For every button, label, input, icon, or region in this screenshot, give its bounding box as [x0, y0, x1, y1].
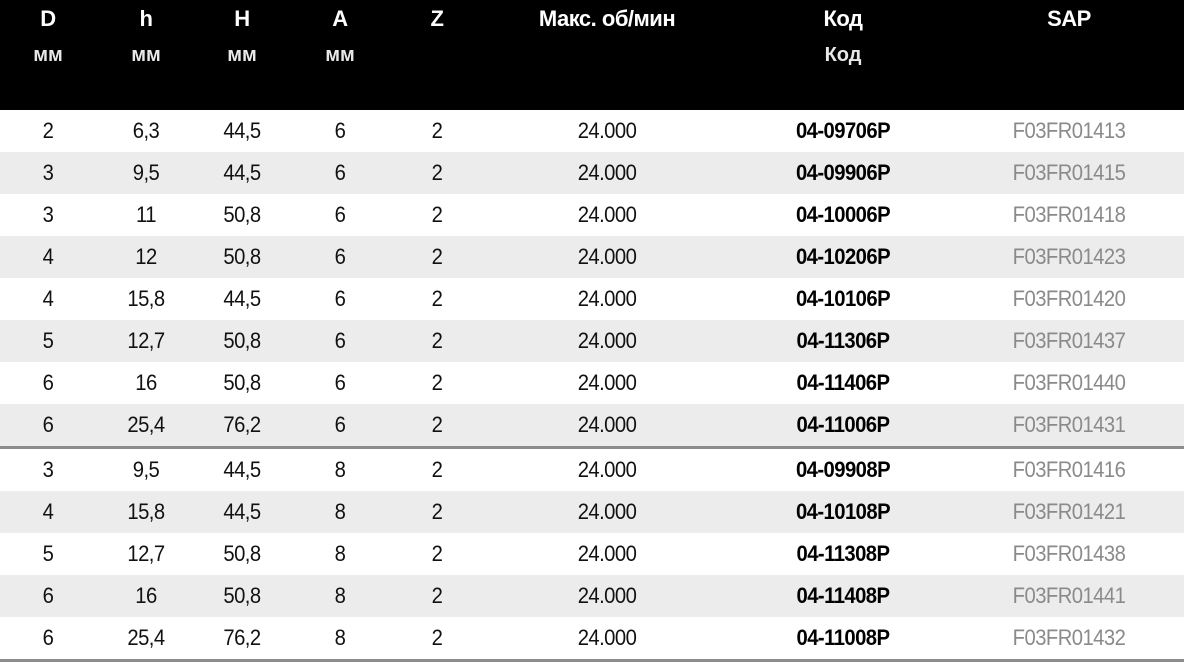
cell-sap: F03FR01431 [1012, 412, 1126, 437]
cell-code: 04-10006P [795, 202, 891, 227]
cell-sap: F03FR01440 [1012, 370, 1126, 395]
header-d: D [40, 6, 56, 31]
cell-code: 04-11008P [796, 625, 890, 650]
cell-max-rpm: 24.000 [577, 160, 637, 185]
cell-d: 4 [42, 244, 54, 269]
cell-z: 2 [431, 328, 443, 353]
cell-H: 44,5 [223, 118, 261, 143]
unit-a: мм [325, 44, 355, 66]
subheader-code: Код [824, 44, 862, 66]
cell-sap: F03FR01421 [1012, 499, 1126, 524]
cell-code: 04-11306P [796, 328, 890, 353]
cell-d: 6 [42, 412, 54, 437]
cell-H: 76,2 [223, 625, 261, 650]
header-code: Код [823, 6, 863, 31]
cell-d: 6 [42, 370, 54, 395]
cell-code: 04-11406P [796, 370, 890, 395]
cell-code: 04-10108P [795, 499, 891, 524]
cell-sap: F03FR01423 [1012, 244, 1126, 269]
cell-d: 4 [42, 499, 54, 524]
cell-h: 15,8 [127, 499, 165, 524]
table-row [0, 278, 1184, 320]
table-row [0, 362, 1184, 404]
cell-z: 2 [431, 625, 443, 650]
cell-max-rpm: 24.000 [577, 583, 637, 608]
cell-a: 6 [334, 202, 346, 227]
table-header [0, 0, 1184, 110]
cell-code: 04-11308P [796, 541, 890, 566]
cell-d: 5 [42, 541, 54, 566]
table-row [0, 404, 1184, 446]
cell-a: 8 [334, 457, 346, 482]
cell-h: 15,8 [127, 286, 165, 311]
cell-max-rpm: 24.000 [577, 286, 637, 311]
cell-H: 44,5 [223, 286, 261, 311]
header-a: A [332, 6, 348, 31]
cell-sap: F03FR01437 [1012, 328, 1126, 353]
cell-max-rpm: 24.000 [577, 370, 637, 395]
table-row [0, 449, 1184, 491]
cell-sap: F03FR01413 [1012, 118, 1126, 143]
cell-sap: F03FR01441 [1012, 583, 1126, 608]
cell-d: 6 [42, 583, 54, 608]
cell-h: 6,3 [132, 118, 160, 143]
cell-code: 04-09908P [795, 457, 891, 482]
cell-h: 16 [135, 370, 157, 395]
cell-z: 2 [431, 286, 443, 311]
table-group-a8 [0, 449, 1184, 659]
cell-h: 12,7 [127, 328, 165, 353]
cell-H: 76,2 [223, 412, 261, 437]
cell-z: 2 [431, 160, 443, 185]
cell-code: 04-11408P [796, 583, 890, 608]
cell-h: 12,7 [127, 541, 165, 566]
table-group-a6 [0, 110, 1184, 446]
cell-code: 04-10206P [795, 244, 891, 269]
cell-code: 04-09906P [795, 160, 891, 185]
cell-H: 50,8 [223, 328, 261, 353]
table-row [0, 617, 1184, 659]
table-row [0, 320, 1184, 362]
cell-H: 44,5 [223, 499, 261, 524]
cell-z: 2 [431, 244, 443, 269]
cell-H: 50,8 [223, 244, 261, 269]
header-h-large: H [234, 6, 250, 31]
cell-a: 6 [334, 328, 346, 353]
table-row [0, 236, 1184, 278]
cell-H: 50,8 [223, 583, 261, 608]
cell-d: 3 [42, 202, 54, 227]
cell-H: 50,8 [223, 202, 261, 227]
cell-d: 2 [42, 118, 54, 143]
cell-max-rpm: 24.000 [577, 457, 637, 482]
table-row [0, 533, 1184, 575]
table-row [0, 194, 1184, 236]
cell-max-rpm: 24.000 [577, 328, 637, 353]
cell-H: 50,8 [223, 541, 261, 566]
cell-a: 6 [334, 286, 346, 311]
cell-z: 2 [431, 370, 443, 395]
cell-max-rpm: 24.000 [577, 118, 637, 143]
cell-a: 8 [334, 499, 346, 524]
cell-h: 9,5 [132, 160, 160, 185]
cell-d: 3 [42, 457, 54, 482]
cell-a: 8 [334, 541, 346, 566]
cell-a: 6 [334, 412, 346, 437]
cell-sap: F03FR01416 [1012, 457, 1126, 482]
cell-code: 04-11006P [796, 412, 890, 437]
cell-code: 04-09706P [795, 118, 891, 143]
cell-d: 4 [42, 286, 54, 311]
cell-sap: F03FR01438 [1012, 541, 1126, 566]
table-row [0, 575, 1184, 617]
cell-z: 2 [431, 412, 443, 437]
cell-sap: F03FR01415 [1012, 160, 1126, 185]
cell-max-rpm: 24.000 [577, 244, 637, 269]
cell-z: 2 [431, 118, 443, 143]
cell-h: 25,4 [127, 625, 165, 650]
header-h-small: h [139, 6, 153, 31]
cell-d: 6 [42, 625, 54, 650]
cell-max-rpm: 24.000 [577, 541, 637, 566]
header-max-rpm: Макс. об/мин [538, 6, 676, 31]
cell-z: 2 [431, 499, 443, 524]
cell-h: 25,4 [127, 412, 165, 437]
cell-h: 11 [136, 202, 156, 227]
cell-h: 16 [135, 583, 157, 608]
cell-z: 2 [431, 202, 443, 227]
cell-max-rpm: 24.000 [577, 202, 637, 227]
cell-a: 6 [334, 118, 346, 143]
cell-sap: F03FR01418 [1012, 202, 1126, 227]
cell-a: 8 [334, 625, 346, 650]
cell-a: 6 [334, 160, 346, 185]
cell-H: 44,5 [223, 160, 261, 185]
cell-d: 5 [42, 328, 54, 353]
cell-max-rpm: 24.000 [577, 499, 637, 524]
table-row [0, 491, 1184, 533]
cell-H: 50,8 [223, 370, 261, 395]
cell-a: 6 [334, 244, 346, 269]
unit-h-large: мм [227, 44, 257, 66]
cell-a: 6 [334, 370, 346, 395]
cell-h: 9,5 [132, 457, 160, 482]
cell-sap: F03FR01432 [1012, 625, 1126, 650]
cell-H: 44,5 [223, 457, 261, 482]
cell-sap: F03FR01420 [1012, 286, 1126, 311]
cell-z: 2 [431, 457, 443, 482]
cell-z: 2 [431, 583, 443, 608]
cell-max-rpm: 24.000 [577, 625, 637, 650]
cell-a: 8 [334, 583, 346, 608]
cell-code: 04-10106P [795, 286, 891, 311]
header-z: Z [430, 6, 444, 31]
unit-d: мм [33, 44, 63, 66]
cell-z: 2 [431, 541, 443, 566]
cell-h: 12 [135, 244, 157, 269]
table-row [0, 110, 1184, 152]
cell-d: 3 [42, 160, 54, 185]
table-row [0, 152, 1184, 194]
cell-max-rpm: 24.000 [577, 412, 637, 437]
header-sap: SAP [1047, 6, 1091, 31]
unit-h-small: мм [131, 44, 161, 66]
